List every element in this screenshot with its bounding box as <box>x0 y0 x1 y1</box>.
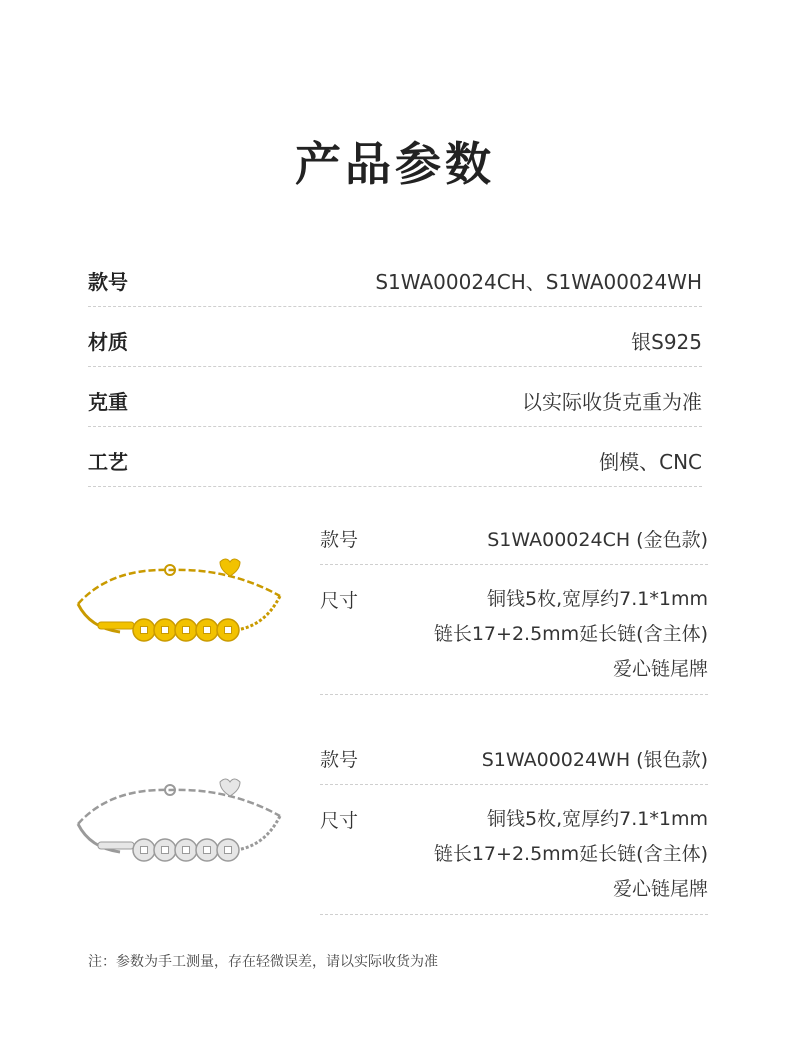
coin-hole <box>162 847 169 854</box>
variant-model-value: S1WA00024CH (金色款) <box>487 529 708 551</box>
spec-label: 材质 <box>88 330 128 354</box>
bracelet-chain <box>78 559 280 641</box>
spec-value: 以实际收货克重为准 <box>522 390 702 414</box>
spec-row-weight <box>88 366 702 427</box>
variant-size-line: 铜钱5枚,宽厚约7.1*1mm <box>487 588 708 610</box>
variant-size-line: 链长17+2.5mm延长链(含主体) <box>433 843 708 865</box>
tube-bar <box>98 622 134 629</box>
chain-link <box>236 816 280 850</box>
coin-hole <box>183 627 190 634</box>
coin-hole <box>141 847 148 854</box>
spec-label: 工艺 <box>88 450 128 474</box>
footnote: 注：参数为手工测量，存在轻微误差，请以实际收货为准 <box>88 954 438 970</box>
page-title: 产品参数 <box>295 137 495 191</box>
coin-hole <box>162 627 169 634</box>
variant-size-line: 链长17+2.5mm延长链(含主体) <box>433 623 708 645</box>
coin-hole <box>204 627 211 634</box>
variant-model-value: S1WA00024WH (银色款) <box>481 749 708 771</box>
variant-model-label: 款号 <box>320 749 359 771</box>
spec-label: 克重 <box>88 390 128 414</box>
spec-row-craft <box>88 426 702 487</box>
variant-size-label: 尺寸 <box>320 590 359 612</box>
tube-bar <box>98 842 134 849</box>
chain-link <box>78 570 280 604</box>
spec-label: 款号 <box>88 270 128 294</box>
spec-value: 倒模、CNC <box>599 450 702 474</box>
variant-size-row <box>320 564 708 695</box>
coin-hole <box>225 847 232 854</box>
coin-hole <box>204 847 211 854</box>
variant-model-row <box>320 740 708 785</box>
spec-value: S1WA00024CH、S1WA00024WH <box>375 270 702 294</box>
spec-row-model <box>88 246 702 307</box>
gold-bracelet-image <box>70 548 288 658</box>
chain-link <box>78 790 280 824</box>
coin-hole <box>225 627 232 634</box>
coin-hole <box>183 847 190 854</box>
chain-link <box>236 596 280 630</box>
silver-bracelet-image <box>70 768 288 878</box>
spec-row-material <box>88 306 702 367</box>
bracelet-chain <box>78 779 280 861</box>
variant-size-line: 铜钱5枚,宽厚约7.1*1mm <box>487 808 708 830</box>
variant-size-line: 爱心链尾牌 <box>612 658 708 680</box>
variant-size-row <box>320 784 708 915</box>
variant-model-row <box>320 520 708 565</box>
variant-size-label: 尺寸 <box>320 810 359 832</box>
coin-hole <box>141 627 148 634</box>
spec-value: 银S925 <box>631 330 702 354</box>
variant-size-line: 爱心链尾牌 <box>612 878 708 900</box>
variant-model-label: 款号 <box>320 529 359 551</box>
